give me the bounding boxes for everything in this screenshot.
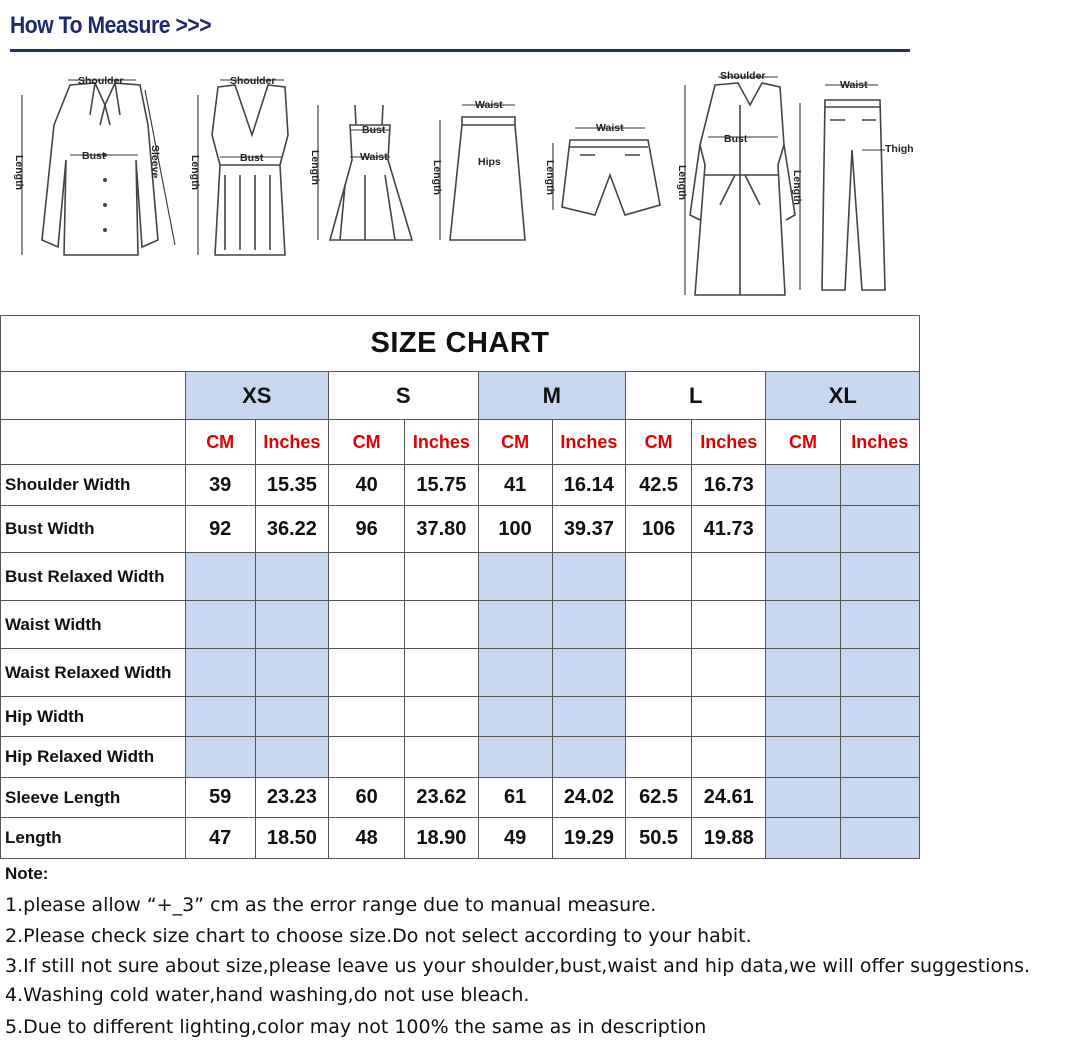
note-line: 1.please allow “+_3” cm as the error range due to manual measure. [5,894,657,916]
table-cell [329,553,405,601]
table-cell: 39.37 [552,506,625,553]
skirt-illustration [431,99,525,240]
table-cell [840,649,919,697]
table-cell [552,697,625,737]
table-cell: 16.73 [692,465,766,506]
table-row [1,818,920,859]
xs-cm-header: CM [185,420,255,465]
table-cell [329,601,405,649]
unit-corner [1,420,186,465]
table-cell [840,601,919,649]
table-cell: 24.61 [692,778,766,818]
table-cell [766,465,840,506]
table-cell [478,737,552,778]
table-cell [552,553,625,601]
table-cell: 59 [185,778,255,818]
table-cell [766,553,840,601]
notes-section [5,864,1075,1043]
table-cell [329,737,405,778]
table-row [1,737,920,778]
table-cell [255,553,328,601]
table-row [1,465,920,506]
table-cell [692,601,766,649]
table-cell [766,697,840,737]
s-inches-header: Inches [405,420,478,465]
thigh-label: Thigh [885,143,914,155]
table-cell: 40 [329,465,405,506]
table-cell [840,778,919,818]
row-label: Bust Width [1,506,186,553]
table-cell [405,601,478,649]
table-cell [255,649,328,697]
waist-label: Waist [475,99,503,111]
table-cell [185,601,255,649]
table-cell [766,649,840,697]
table-cell: 96 [329,506,405,553]
sleeve-label: Sleeve [149,145,161,179]
table-cell: 23.23 [255,778,328,818]
table-cell [840,465,919,506]
shoulder-label: Shoulder [230,75,276,87]
chart-title-row [1,316,920,372]
measurement-illustrations [0,65,920,300]
table-row [1,778,920,818]
bust-label: Bust [82,150,106,162]
trousers-illustration [791,79,914,290]
table-cell: 106 [625,506,691,553]
table-cell [478,601,552,649]
table-cell: 18.90 [405,818,478,859]
table-cell [766,818,840,859]
blouse-illustration [13,75,175,255]
table-cell [766,778,840,818]
table-row [1,601,920,649]
row-label: Length [1,818,186,859]
table-cell: 19.88 [692,818,766,859]
note-line: 5.Due to different lighting,color may not 100% the same as in description [5,1016,707,1038]
how-to-measure-title: How To Measure >>> [10,12,212,39]
table-cell: 39 [185,465,255,506]
table-cell [405,649,478,697]
how-to-measure-header [10,10,910,54]
table-cell: 18.50 [255,818,328,859]
table-cell [185,737,255,778]
row-label: Hip Relaxed Width [1,737,186,778]
m-inches-header: Inches [552,420,625,465]
table-cell: 16.14 [552,465,625,506]
table-cell: 47 [185,818,255,859]
size-s-header: S [329,372,478,420]
chart-title: SIZE CHART [1,316,920,372]
table-cell: 36.22 [255,506,328,553]
coat-illustration [676,70,795,295]
row-label: Waist Relaxed Width [1,649,186,697]
table-cell [766,737,840,778]
length-label: Length [309,150,321,185]
waist-label: Waist [840,79,868,91]
table-cell [185,697,255,737]
bust-label: Bust [362,124,386,136]
row-label: Hip Width [1,697,186,737]
table-cell [692,649,766,697]
waist-label: Waist [360,151,388,163]
table-cell: 23.62 [405,778,478,818]
table-cell: 62.5 [625,778,691,818]
table-cell [625,737,691,778]
vneck-top-illustration [189,75,288,255]
table-row [1,697,920,737]
chart-body [1,465,920,859]
table-cell [478,553,552,601]
table-cell: 61 [478,778,552,818]
size-m-header: M [478,372,625,420]
size-xl-header: XL [766,372,920,420]
table-cell [185,553,255,601]
bust-label: Bust [240,152,264,164]
l-cm-header: CM [625,420,691,465]
table-cell [329,697,405,737]
table-cell: 19.29 [552,818,625,859]
hips-label: Hips [478,156,501,168]
table-cell [329,649,405,697]
table-cell [840,506,919,553]
notes-title: Note: [5,864,49,883]
xl-cm-header: CM [766,420,840,465]
shorts-illustration [544,122,660,215]
s-cm-header: CM [329,420,405,465]
waist-label: Waist [596,122,624,134]
header-divider [10,49,910,52]
l-inches-header: Inches [692,420,766,465]
table-cell: 37.80 [405,506,478,553]
table-cell [478,697,552,737]
slip-dress-illustration [309,105,412,240]
row-label: Shoulder Width [1,465,186,506]
length-label: Length [676,165,688,200]
table-cell [840,697,919,737]
table-cell: 42.5 [625,465,691,506]
bust-label: Bust [724,133,748,145]
size-chart-table [0,315,920,859]
xl-inches-header: Inches [840,420,919,465]
table-cell [552,649,625,697]
table-cell [840,553,919,601]
table-cell [692,697,766,737]
size-l-header: L [625,372,765,420]
length-label: Length [189,155,201,190]
table-cell: 15.75 [405,465,478,506]
table-cell [255,601,328,649]
table-cell [840,737,919,778]
table-cell: 24.02 [552,778,625,818]
shoulder-label: Shoulder [720,70,766,82]
row-label: Bust Relaxed Width [1,553,186,601]
table-cell [625,601,691,649]
table-row [1,506,920,553]
table-row [1,553,920,601]
size-xs-header: XS [185,372,328,420]
table-cell: 41.73 [692,506,766,553]
row-label: Sleeve Length [1,778,186,818]
table-cell: 15.35 [255,465,328,506]
table-cell: 41 [478,465,552,506]
table-cell [405,697,478,737]
size-header-row [1,372,920,420]
length-label: Length [544,160,556,195]
table-cell: 100 [478,506,552,553]
table-cell [552,737,625,778]
note-line: 3.If still not sure about size,please leave us your shoulder,bust,waist and hip data,we will offer suggestions. [5,955,1031,977]
table-cell [625,649,691,697]
table-cell: 60 [329,778,405,818]
table-cell [625,553,691,601]
table-cell [692,737,766,778]
length-label: Length [13,155,25,190]
table-cell: 50.5 [625,818,691,859]
table-cell [840,818,919,859]
header-corner [1,372,186,420]
table-cell [405,553,478,601]
table-cell [552,601,625,649]
table-cell [255,697,328,737]
shoulder-label: Shoulder [78,75,124,87]
unit-header-row [1,420,920,465]
note-line: 2.Please check size chart to choose size.Do not select according to your habit. [5,925,752,947]
table-cell [478,649,552,697]
table-cell: 48 [329,818,405,859]
length-label: Length [791,170,803,205]
table-cell: 92 [185,506,255,553]
table-cell: 49 [478,818,552,859]
note-line: 4.Washing cold water,hand washing,do not use bleach. [5,984,530,1006]
row-label: Waist Width [1,601,186,649]
table-cell [185,649,255,697]
m-cm-header: CM [478,420,552,465]
table-cell [692,553,766,601]
table-cell [405,737,478,778]
table-cell [625,697,691,737]
xs-inches-header: Inches [255,420,328,465]
length-label: Length [431,160,443,195]
table-cell [766,601,840,649]
table-cell [766,506,840,553]
table-cell [255,737,328,778]
table-row [1,649,920,697]
